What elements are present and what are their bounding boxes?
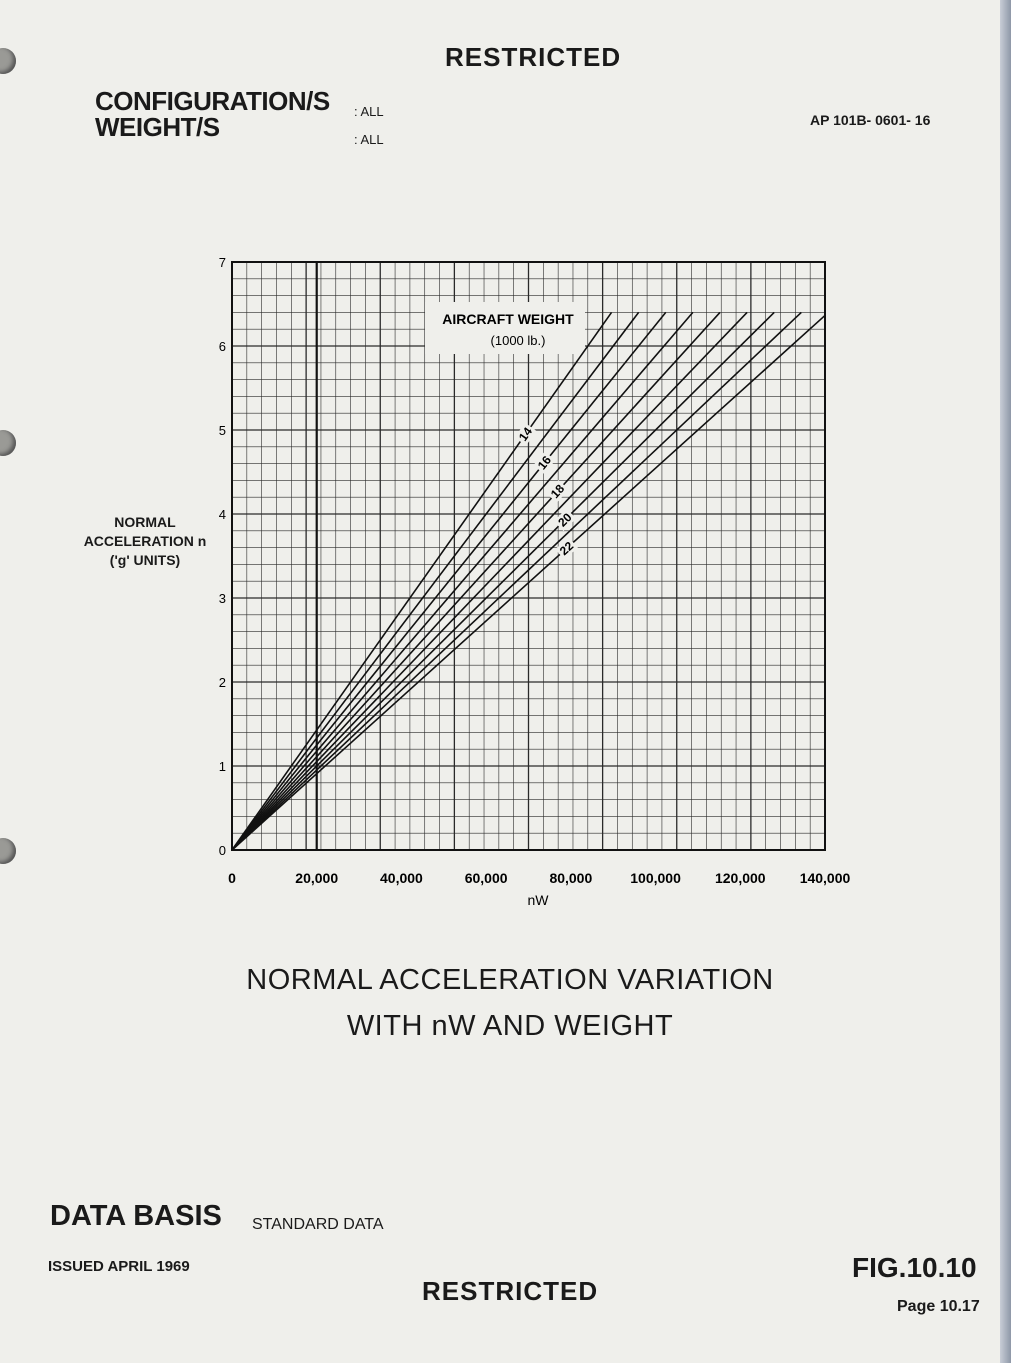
legend [425, 302, 585, 354]
y-tick-label: 5 [218, 423, 226, 438]
series-label-14: 14 [515, 424, 536, 444]
issue-date: ISSUED APRIL 1969 [48, 1258, 190, 1275]
y-axis-label-line: ('g' UNITS) [109, 552, 181, 568]
legend-subtitle: (1000 lb.) [490, 333, 546, 348]
x-axis-label: nW [527, 892, 549, 908]
document-reference: AP 101B- 0601- 16 [810, 112, 931, 128]
figure-number: FIG.10.10 [852, 1252, 977, 1283]
series-label-20: 20 [555, 510, 575, 530]
data-basis-value: STANDARD DATA [252, 1216, 384, 1233]
x-tick-label: 20,000 [295, 870, 339, 886]
y-tick-label: 1 [218, 759, 226, 774]
y-tick-label: 4 [218, 507, 226, 522]
series-label-22: 22 [556, 538, 577, 559]
figure-title-line: WITH nW AND WEIGHT [346, 1010, 674, 1042]
x-tick-label: 0 [228, 870, 236, 886]
weight-value: : ALL [354, 132, 384, 147]
y-tick-label: 2 [218, 675, 226, 690]
configuration-value: : ALL [354, 104, 384, 119]
x-tick-label: 140,000 [799, 870, 851, 886]
figure-title-line: NORMAL ACCELERATION VARIATION [246, 964, 774, 996]
y-tick-label: 0 [218, 843, 226, 858]
page-number: Page 10.17 [897, 1298, 980, 1315]
x-tick-label: 120,000 [714, 870, 766, 886]
y-tick-label: 6 [218, 339, 226, 354]
y-tick-labels [219, 255, 226, 858]
series-label-18: 18 [547, 481, 568, 501]
x-tick-label: 60,000 [464, 870, 508, 886]
page-edge [1000, 0, 1011, 1363]
x-tick-label: 100,000 [630, 870, 681, 886]
y-axis-label-line: ACCELERATION n [83, 533, 207, 549]
x-tick-label: 80,000 [549, 870, 593, 886]
classification-bottom: RESTRICTED [422, 1276, 599, 1306]
x-tick-label: 40,000 [380, 870, 423, 886]
x-tick-labels [228, 870, 850, 886]
y-tick-label: 7 [218, 255, 226, 270]
series-label-16: 16 [534, 453, 555, 473]
configuration-label: CONFIGURATION/S [95, 86, 330, 116]
weight-label: WEIGHT/S [95, 112, 220, 142]
figure-title [200, 957, 820, 1049]
y-tick-label: 3 [218, 591, 226, 606]
y-axis-label-line: NORMAL [114, 514, 176, 530]
data-basis-label: DATA BASIS [50, 1200, 222, 1232]
classification-top: RESTRICTED [445, 42, 622, 72]
legend-title: AIRCRAFT WEIGHT [442, 311, 574, 327]
